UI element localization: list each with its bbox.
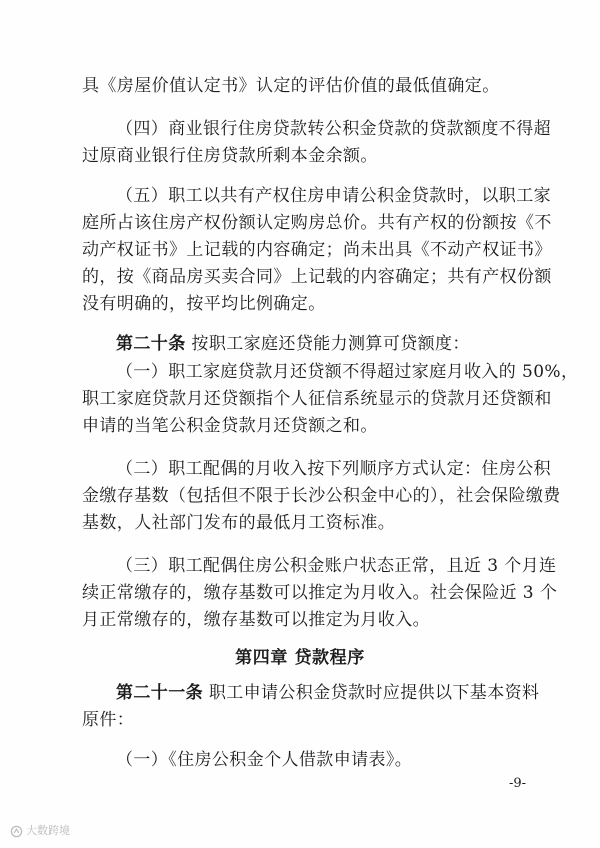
article-21-line <box>116 683 539 703</box>
paragraph-line: 的，按《商品房买卖合同》上记载的内容确定；共有产权份额 <box>82 267 552 287</box>
paragraph-line: （四）商业银行住房贷款转公积金贷款的贷款额度不得超 <box>116 119 551 139</box>
article-20-line <box>116 334 470 354</box>
watermark <box>10 824 70 838</box>
paragraph-line: 基数，人社部门发布的最低月工资标准。 <box>82 513 396 533</box>
article-21-text: 职工申请公积金贷款时应提供以下基本资料 <box>208 683 540 703</box>
watermark-logo-icon <box>10 825 23 838</box>
paragraph-line: 续正常缴存的，缴存基数可以推定为月收入。社会保险近 3 个 <box>82 583 558 603</box>
paragraph-line: 金缴存基数（包括但不限于长沙公积金中心的），社会保险缴费 <box>82 486 561 506</box>
article-21-label: 第二十一条 <box>116 683 203 703</box>
chapter-title: 第四章 贷款程序 <box>235 648 365 668</box>
paragraph-line: （五）职工以共有产权住房申请公积金贷款时，以职工家 <box>116 186 551 206</box>
paragraph-line: 职工家庭贷款月还贷额指个人征信系统显示的贷款月还贷额和 <box>82 389 552 409</box>
paragraph-line: 动产权证书》上记载的内容确定；尚未出具《不动产权证书》 <box>82 240 552 260</box>
paragraph-line: 原件： <box>82 710 135 730</box>
paragraph-line: 月正常缴存的，缴存基数可以推定为月收入。 <box>82 610 430 630</box>
paragraph-line: 具《房屋价值认定书》认定的评估价值的最低值确定。 <box>82 76 500 96</box>
watermark-text: 大数跨境 <box>26 824 70 837</box>
paragraph-line: 庭所占该住房产权份额认定购房总价。共有产权的份额按《不 <box>82 213 552 233</box>
paragraph-line: 过原商业银行住房贷款所剩本金余额。 <box>82 146 378 166</box>
paragraph-line: 没有明确的，按平均比例确定。 <box>82 294 326 314</box>
paragraph-line: 申请的当笔公积金贷款月还贷额之和。 <box>82 416 378 436</box>
page-number: -9- <box>508 776 526 791</box>
article-20-text: 按职工家庭还贷能力测算可贷额度： <box>191 334 470 354</box>
paragraph-line: （三）职工配偶住房公积金账户状态正常，且近 3 个月连 <box>116 556 557 576</box>
paragraph-line: （二）职工配偶的月收入按下列顺序方式认定：住房公积 <box>116 459 551 479</box>
paragraph-line: （一）《住房公积金个人借款申请表》。 <box>116 750 413 770</box>
article-20-label: 第二十条 <box>116 334 186 354</box>
paragraph-line: （一）职工家庭贷款月还贷额不得超过家庭月收入的 50%， <box>116 362 579 382</box>
